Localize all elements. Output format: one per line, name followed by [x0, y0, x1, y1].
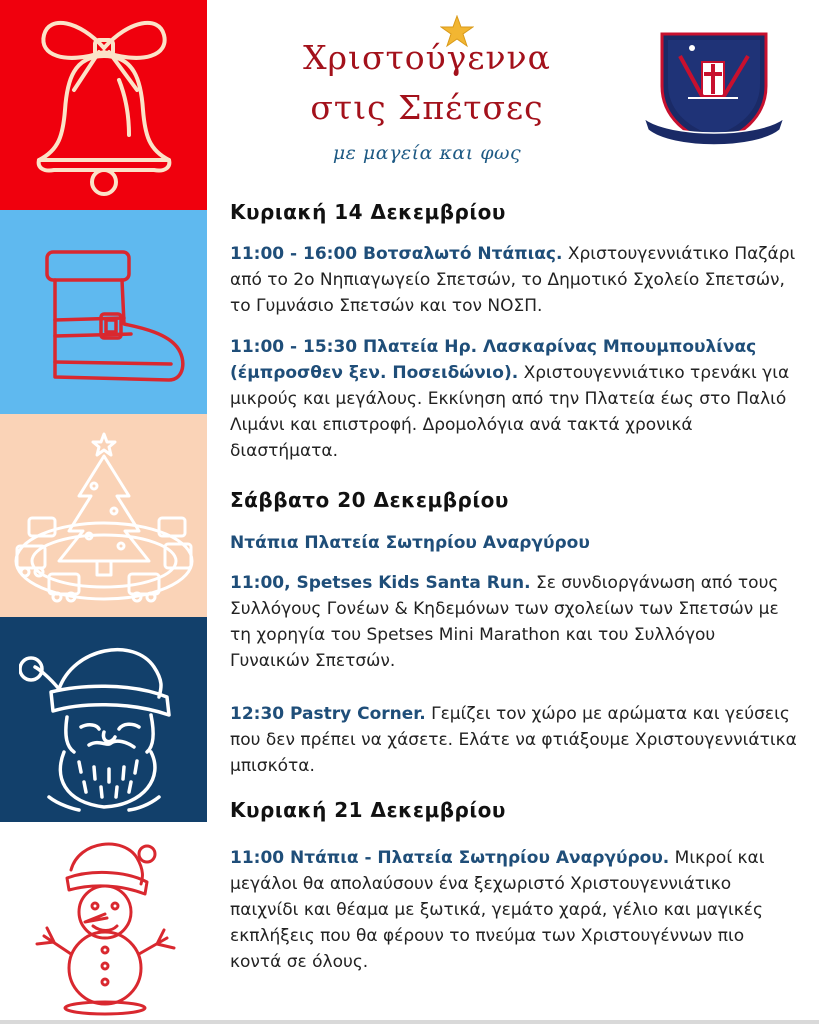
main-content — [207, 0, 819, 1024]
tree-train-panel — [0, 414, 207, 617]
municipality-crest-logo — [640, 26, 788, 154]
boot-panel — [0, 210, 207, 414]
event-5-time-place: 11:00 Ντάπια - Πλατεία Σωτηρίου Αναργύρου. — [230, 848, 670, 868]
subtitle: με μαγεία και φως — [332, 142, 522, 164]
christmas-tree-train-icon — [9, 426, 199, 606]
snowman-icon — [19, 828, 189, 1018]
event-5 — [230, 845, 800, 975]
title-line-1: Χριστούγεννα — [303, 38, 551, 77]
event-3-time-place: 11:00, Spetses Kids Santa Run. — [230, 573, 531, 593]
decorative-sidebar — [0, 0, 207, 1024]
event-1-time-place: 11:00 - 16:00 Βοτσαλωτό Ντάπιας. — [230, 244, 563, 264]
event-4-description: Γεμίζει τον χώρο με αρώματα και γεύσεις που δεν πρέπει να χάσετε. Ελάτε να φτιάξουμε Χριστουγεννιάτικα μπισκότα. — [230, 704, 797, 776]
bell-icon — [19, 10, 189, 200]
title-line-2: στις Σπέτσες — [310, 88, 544, 127]
event-2-description: Χριστουγεννιάτικο τρενάκι για μικρούς και μεγάλους. Εκκίνηση από την Πλατεία έως στο Παλιό Λιμάνι και επιστροφή. Δρομολόγια ανά τακτά χρονικά διαστήματα. — [230, 363, 790, 461]
event-3 — [230, 570, 800, 674]
day-heading-2: Σάββατο 20 Δεκεμβρίου — [230, 488, 509, 512]
event-2-time-place: 11:00 - 15:30 Πλατεία Ηρ. Λασκαρίνας Μπουμπουλίνας (έμπροσθεν ξεν. Ποσειδώνιο). — [230, 337, 757, 383]
event-4 — [230, 701, 800, 779]
santa-icon — [19, 627, 189, 812]
day-heading-3: Κυριακή 21 Δεκεμβρίου — [230, 798, 506, 822]
day-heading-1: Κυριακή 14 Δεκεμβρίου — [230, 200, 506, 224]
santa-panel — [0, 617, 207, 822]
event-1 — [230, 241, 800, 319]
page-title — [237, 38, 617, 164]
snowman-panel — [0, 822, 207, 1024]
event-5-description: Μικροί και μεγάλοι θα απολαύσουν ένα ξεχωριστό Χριστουγεννιάτικο παιχνίδι και θέαμα με ξωτικά, γεμάτο χαρά, γέλιο και μαγικές εκπλήξεις που θα φέρουν το πνεύμα των Χριστουγέννων πιο κοντά σε όλους. — [230, 848, 765, 972]
event-1-description: Χριστουγεννιάτικο Παζάρι από το 2ο Νηπιαγωγείο Σπετσών, το Δημοτικό Σχολείο Σπετσών, το Γυμνάσιο Σπετσών και τον ΝΟΣΠ. — [230, 244, 796, 316]
boot-icon — [19, 232, 189, 392]
event-4-time-place: 12:30 Pastry Corner. — [230, 704, 426, 724]
bell-panel — [0, 0, 207, 210]
event-2 — [230, 334, 800, 464]
event-3-description: Σε συνδιοργάνωση από τους Συλλόγους Γονέων & Κηδεμόνων των σχολείων των Σπετσών με τη χορηγία του Spetses Mini Marathon και του Συλλόγου Γυναικών Σπετσών. — [230, 573, 779, 671]
bottom-divider — [0, 1020, 819, 1024]
day-2-location: Ντάπια Πλατεία Σωτηρίου Αναργύρου — [230, 533, 590, 553]
